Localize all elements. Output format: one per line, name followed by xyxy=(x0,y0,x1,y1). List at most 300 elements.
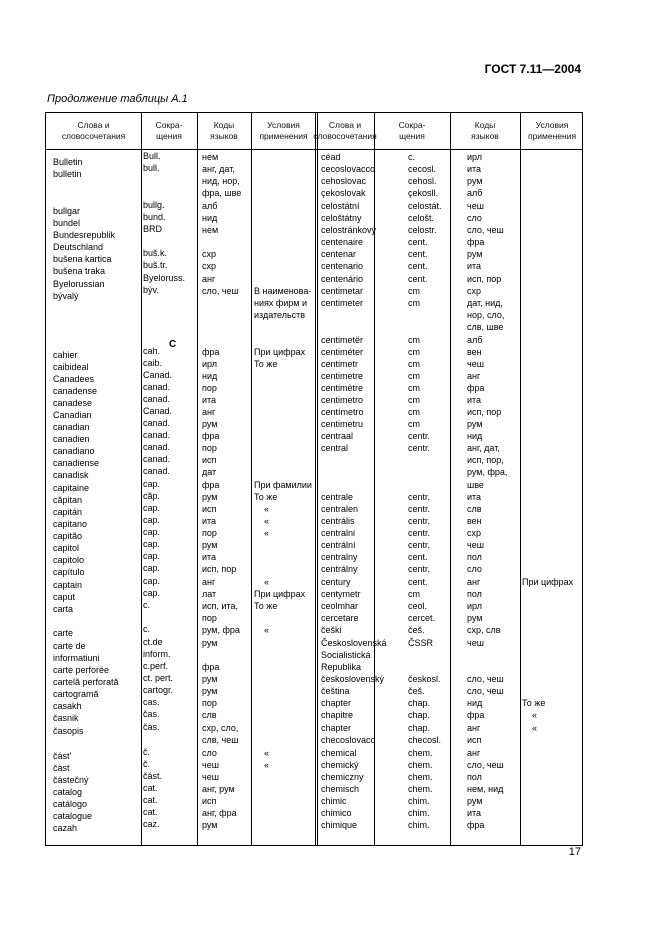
table-cell: cercet. xyxy=(408,613,436,623)
table-cell: исп, пор xyxy=(202,564,237,574)
table-cell: исп xyxy=(202,455,217,465)
table-cell: алб xyxy=(467,188,483,198)
table-cell: вен xyxy=(467,347,482,357)
table-cell: č. xyxy=(143,747,151,757)
table-cell: centr. xyxy=(408,431,431,441)
table-cell: Byeloruss. xyxy=(143,273,186,283)
table-cell: centenario xyxy=(321,261,364,271)
table-cell: чеш xyxy=(467,540,484,550)
table-cell: исп xyxy=(202,504,217,514)
table-cell: canadiense xyxy=(53,458,100,468)
table-cell: centimetro xyxy=(321,395,364,405)
table-cell: пор xyxy=(202,613,217,623)
table-cell: То же xyxy=(254,359,278,369)
table-header-row xyxy=(46,113,582,150)
page-number: 17 xyxy=(568,846,581,858)
table-cell: анг, рум xyxy=(202,784,235,794)
table-cell: capitaine xyxy=(53,483,90,493)
table-cell: chap. xyxy=(408,698,431,708)
table-cell: cahier xyxy=(53,350,78,360)
table-cell: century xyxy=(321,577,351,587)
table-cell: centiméter xyxy=(321,347,364,357)
table-cell: čeština xyxy=(321,686,350,696)
table-cell: cent. xyxy=(408,274,428,284)
table-cell: cap. xyxy=(143,576,161,586)
table-cell: пор xyxy=(202,528,217,538)
table-cell: çekoslovak xyxy=(321,188,366,198)
table-cell: cent. xyxy=(408,577,428,587)
table-cell: informatiuni xyxy=(53,653,100,663)
table-cell: centrális xyxy=(321,516,355,526)
table-cell: Československá xyxy=(321,638,387,648)
table-cell: buš.k. xyxy=(143,248,168,258)
table-cell: celostát. xyxy=(408,201,442,211)
table-cell: чеш xyxy=(202,772,219,782)
table-cell: chapter xyxy=(321,723,352,733)
table-caption: Продолжение таблицы А.1 xyxy=(47,93,188,105)
table-cell: celošt. xyxy=(408,213,435,223)
table-cell: рум xyxy=(202,820,218,830)
table-cell: алб xyxy=(202,201,218,211)
table-cell: cent. xyxy=(408,237,428,247)
table-cell: исп, пор, xyxy=(467,455,504,465)
column-header: Сокра- щения xyxy=(398,120,426,141)
table-cell: cap. xyxy=(143,563,161,573)
table-cell: centr. xyxy=(408,516,431,526)
table-cell: Byelorussian xyxy=(53,279,105,289)
table-cell: céad xyxy=(321,152,341,162)
table-cell: caib. xyxy=(143,358,163,368)
table-cell: čàst xyxy=(53,763,70,773)
table-cell: centrale xyxy=(321,492,354,502)
table-cell: анг, фра xyxy=(202,808,237,818)
table-cell: слв xyxy=(202,710,217,720)
table-cell: canad. xyxy=(143,394,171,404)
table-cell: canadisk xyxy=(53,470,89,480)
table-cell: chemický xyxy=(321,760,359,770)
table-cell: inform. xyxy=(143,649,171,659)
table-cell: chimique xyxy=(321,820,358,830)
table-cell: « xyxy=(532,710,538,720)
table-cell: bývalý xyxy=(53,291,79,301)
table-cell: bundel xyxy=(53,218,81,228)
table-cell: captain xyxy=(53,580,83,590)
table-cell: cm xyxy=(408,371,420,381)
table-cell: ct. pert. xyxy=(143,673,174,683)
table-cell: centrálny xyxy=(321,564,358,574)
table-cell: нид, нор, xyxy=(202,176,240,186)
table-cell: издательств xyxy=(254,310,306,320)
column-header: Условия применения xyxy=(259,120,308,141)
table-cell: ceol. xyxy=(408,601,428,611)
table-cell: capitano xyxy=(53,519,88,529)
table-cell: чеш xyxy=(202,760,219,770)
table-cell: анг, дат, xyxy=(202,164,235,174)
table-cell: нид xyxy=(467,431,483,441)
table-cell: cehosl. xyxy=(408,176,437,186)
table-cell: cm xyxy=(408,347,420,357)
table-cell: cazah xyxy=(53,823,78,833)
table-cell: сло xyxy=(467,213,482,223)
table-cell: фра xyxy=(467,820,485,830)
table-cell: сло, чеш xyxy=(467,674,504,684)
table-cell: Socialistická xyxy=(321,650,371,660)
table-cell: c. xyxy=(408,152,416,162)
column-header: Слова и словосочетания xyxy=(313,120,377,141)
table-cell: catálogo xyxy=(53,799,88,809)
table-cell: дат, нид, xyxy=(467,298,503,308)
table-cell: cap. xyxy=(143,479,161,489)
table-cell: canad. xyxy=(143,454,171,464)
table-cell: cartogramă xyxy=(53,689,99,699)
table-cell: cartelă perforată xyxy=(53,677,119,687)
table-cell: cehoslovac xyxy=(321,176,367,186)
table-cell: chimic xyxy=(321,796,347,806)
table-cell: checosl. xyxy=(408,735,442,745)
table-cell: cap. xyxy=(143,539,161,549)
table-cell: čas. xyxy=(143,722,160,732)
table-cell: canadense xyxy=(53,386,98,396)
table-cell: cap. xyxy=(143,588,161,598)
table-cell: Canad. xyxy=(143,406,173,416)
table-cell: При цифрах xyxy=(254,347,306,357)
table-cell: Deutschland xyxy=(53,242,104,252)
table-cell: canadian xyxy=(53,422,90,432)
table-cell: centimetre xyxy=(321,371,364,381)
table-cell: анг xyxy=(202,274,216,284)
table-cell: celoštátny xyxy=(321,213,362,223)
table-cell: Canad. xyxy=(143,370,173,380)
table-cell: centenaire xyxy=(321,237,364,247)
table-cell: схр xyxy=(467,528,482,538)
table-cell: cm xyxy=(408,419,420,429)
table-cell: рум xyxy=(202,674,218,684)
table-cell: centraal xyxy=(321,431,354,441)
table-cell: ита xyxy=(202,395,217,405)
table-cell: chem. xyxy=(408,748,433,758)
table-cell: čas. xyxy=(143,709,160,719)
column-divider xyxy=(450,113,451,845)
table-cell: canad. xyxy=(143,430,171,440)
table-cell: ита xyxy=(202,516,217,526)
table-cell: слв xyxy=(467,504,482,514)
table-cell: cap. xyxy=(143,503,161,513)
table-cell: « xyxy=(532,723,538,733)
table-cell: рум xyxy=(467,249,483,259)
table-cell: рум xyxy=(202,492,218,502)
table-cell: býv. xyxy=(143,285,159,295)
table-cell: Republika xyxy=(321,662,362,672)
table-cell: carta xyxy=(53,604,74,614)
table-cell: cm xyxy=(408,395,420,405)
column-divider xyxy=(315,113,318,845)
table-cell: анг xyxy=(467,748,481,758)
table-cell: capítulo xyxy=(53,567,85,577)
table-cell: bulletin xyxy=(53,169,82,179)
table-cell: canad. xyxy=(143,382,171,392)
table-cell: При цифрах xyxy=(522,577,574,587)
table-cell: carte de xyxy=(53,641,86,651)
table-cell: časopis xyxy=(53,726,84,736)
table-cell: нор, сло, xyxy=(467,310,505,320)
table-cell: исп, ита, xyxy=(202,601,238,611)
table-cell: сло, чеш xyxy=(467,760,504,770)
table-cell: лат xyxy=(202,589,217,599)
table-cell: анг, дат, xyxy=(467,443,500,453)
column-divider xyxy=(197,113,198,845)
table-cell: částečný xyxy=(53,775,89,785)
table-cell: пол xyxy=(467,552,482,562)
table-cell: centr. xyxy=(408,528,431,538)
table-cell: chemisch xyxy=(321,784,360,794)
table-cell: слв, чеш xyxy=(202,735,239,745)
table-cell: « xyxy=(264,504,270,514)
table-cell: исп xyxy=(202,796,217,806)
table-cell: çekosll. xyxy=(408,188,439,198)
table-cell: caibideal xyxy=(53,362,89,372)
table-cell: cecoslovacco xyxy=(321,164,376,174)
table-cell: capitol xyxy=(53,543,80,553)
table-cell: centimetër xyxy=(321,335,364,345)
table-cell: catalog xyxy=(53,787,83,797)
table-cell: ита xyxy=(202,552,217,562)
table-cell: То же xyxy=(254,601,278,611)
table-cell: дат xyxy=(202,467,217,477)
table-cell: centímetro xyxy=(321,407,364,417)
table-cell: нем xyxy=(202,225,219,235)
table-cell: catalogue xyxy=(53,811,93,821)
table-cell: češki xyxy=(321,625,342,635)
table-cell: рум, фра xyxy=(202,625,240,635)
table-cell: centimeter xyxy=(321,298,364,308)
table-cell: пор xyxy=(202,698,217,708)
table-cell: cap. xyxy=(143,527,161,537)
table-cell: нид xyxy=(467,698,483,708)
table-cell: ceolmhar xyxy=(321,601,359,611)
table-cell: ита xyxy=(467,395,482,405)
table-cell: cm xyxy=(408,286,420,296)
table-cell: « xyxy=(264,528,270,538)
table-cell: c. xyxy=(143,624,151,634)
table-cell: нем, нид xyxy=(467,784,504,794)
table-cell: centralny xyxy=(321,552,358,562)
table-cell: рум xyxy=(202,540,218,550)
table-cell: chimico xyxy=(321,808,352,818)
table-cell: шве xyxy=(467,480,484,490)
table-cell: исп, пор xyxy=(467,274,502,284)
table-cell: českosl. xyxy=(408,674,441,684)
table-cell: нем xyxy=(202,152,219,162)
table-cell: фра xyxy=(202,480,220,490)
table-cell: Bundesrepublik xyxy=(53,230,116,240)
table-cell: схр xyxy=(202,261,217,271)
table-cell: cap. xyxy=(143,515,161,525)
table-cell: рум xyxy=(202,419,218,429)
table-cell: фра xyxy=(467,710,485,720)
table-cell: centymetr xyxy=(321,589,361,599)
table-cell: chapitre xyxy=(321,710,354,720)
table-cell: chim. xyxy=(408,808,430,818)
table-cell: buš.tr. xyxy=(143,260,168,270)
table-cell: chem. xyxy=(408,784,433,794)
table-cell: рум, фра, xyxy=(467,467,508,477)
table-cell: canad. xyxy=(143,466,171,476)
table-cell: BRD xyxy=(143,224,163,234)
table-cell: canad. xyxy=(143,418,171,428)
table-cell: capitolo xyxy=(53,555,85,565)
table-cell: При фамилии xyxy=(254,480,312,490)
table-cell: ниях фирм и xyxy=(254,298,308,308)
table-cell: chemical xyxy=(321,748,357,758)
table-cell: ирл xyxy=(467,601,482,611)
table-cell: То же xyxy=(254,492,278,502)
standard-number: ГОСТ 7.11—2004 xyxy=(484,62,581,76)
table-cell: checoslovaco xyxy=(321,735,376,745)
table-cell: bullgar xyxy=(53,206,81,216)
table-cell: ct.de xyxy=(143,637,163,647)
table-cell: фра xyxy=(202,431,220,441)
table-cell: căp. xyxy=(143,491,161,501)
table-cell: cat. xyxy=(143,783,158,793)
table-cell: centenar xyxy=(321,249,357,259)
table-cell: bull. xyxy=(143,163,160,173)
table-cell: рум xyxy=(467,419,483,429)
table-cell: casakh xyxy=(53,701,82,711)
table-cell: češ. xyxy=(408,625,425,635)
table-cell: bund. xyxy=(143,212,166,222)
table-cell: celostr. xyxy=(408,225,437,235)
table-cell: c. xyxy=(143,600,151,610)
table-cell: сло xyxy=(467,564,482,574)
table-cell: схр, слв xyxy=(467,625,501,635)
table-cell: cah. xyxy=(143,346,161,356)
table-cell: рум xyxy=(202,638,218,648)
table-cell: ČSSR xyxy=(408,638,434,648)
column-header: Сокра- щения xyxy=(155,120,183,141)
table-cell: bušena traka xyxy=(53,266,106,276)
table-cell: cm xyxy=(408,335,420,345)
table-cell: centr. xyxy=(408,492,431,502)
table-cell: чеш xyxy=(467,638,484,648)
table-cell: нид xyxy=(202,213,218,223)
table-cell: ита xyxy=(467,164,482,174)
table-cell: рум xyxy=(202,686,218,696)
table-cell: Bull. xyxy=(143,151,161,161)
table-cell: схр xyxy=(467,286,482,296)
table-cell: československý xyxy=(321,674,385,684)
table-cell: cm xyxy=(408,383,420,393)
table-cell: сло, чеш xyxy=(467,686,504,696)
table-cell: centr. xyxy=(408,443,431,453)
table-cell: рум xyxy=(467,796,483,806)
table-cell: cent. xyxy=(408,261,428,271)
table-cell: То же xyxy=(522,698,546,708)
table-cell: chim. xyxy=(408,820,430,830)
table-cell: анг xyxy=(467,577,481,587)
table-cell: centimetr xyxy=(321,359,359,369)
table-cell: bušena kartica xyxy=(53,254,112,264)
table-cell: căpitan xyxy=(53,495,83,505)
column-divider xyxy=(141,113,142,845)
table-cell: capitão xyxy=(53,531,83,541)
table-cell: фра xyxy=(202,347,220,357)
table-cell: carte perforée xyxy=(53,665,110,675)
table-cell: canad. xyxy=(143,442,171,452)
table-cell: cm xyxy=(408,298,420,308)
table-cell: chem. xyxy=(408,760,433,770)
table-cell: bullg. xyxy=(143,200,165,210)
column-header: Слова и словосочетания xyxy=(61,120,126,141)
table-cell: нид xyxy=(202,371,218,381)
table-cell: centimetru xyxy=(321,419,364,429)
column-divider xyxy=(520,113,521,845)
table-cell: пор xyxy=(202,443,217,453)
table-cell: central xyxy=(321,443,349,453)
table-cell: cap. xyxy=(143,551,161,561)
table-cell: исп xyxy=(467,735,482,745)
table-cell: celostránkový xyxy=(321,225,377,235)
table-cell: слв, шве xyxy=(467,322,504,332)
table-cell: фра xyxy=(202,662,220,672)
section-letter: С xyxy=(169,339,177,350)
table-cell: « xyxy=(264,760,270,770)
table-cell: cecosl. xyxy=(408,164,437,174)
table-cell: chap. xyxy=(408,723,431,733)
table-cell: chem. xyxy=(408,772,433,782)
table-cell: алб xyxy=(467,335,483,345)
table-cell: cas. xyxy=(143,697,160,707)
table-cell: фра xyxy=(467,237,485,247)
table-cell: При цифрах xyxy=(254,589,306,599)
table-cell: carte xyxy=(53,628,74,638)
table-cell: анг xyxy=(202,407,216,417)
table-cell: cat. xyxy=(143,807,158,817)
table-cell: časnik xyxy=(53,713,79,723)
table-cell: centr. xyxy=(408,564,431,574)
table-cell: В наименова- xyxy=(254,286,312,296)
table-cell: caput xyxy=(53,592,76,602)
table-cell: схр, сло, xyxy=(202,723,239,733)
table-cell: схр xyxy=(202,249,217,259)
table-cell: cm xyxy=(408,359,420,369)
table-cell: centenário xyxy=(321,274,364,284)
column-header: Коды языков xyxy=(210,120,238,141)
table-cell: анг xyxy=(467,723,481,733)
table-cell: chapter xyxy=(321,698,352,708)
table-cell: Canadees xyxy=(53,374,95,384)
table-cell: ирл xyxy=(202,359,217,369)
table-cell: cat. xyxy=(143,795,158,805)
table-cell: centr. xyxy=(408,540,431,550)
table-cell: cent. xyxy=(408,249,428,259)
table-cell: cercetare xyxy=(321,613,359,623)
table-cell: část. xyxy=(143,771,163,781)
table-cell: ита xyxy=(467,261,482,271)
table-cell: chemiczny xyxy=(321,772,364,782)
table-cell: cent. xyxy=(408,552,428,562)
table-cell: č. xyxy=(143,759,151,769)
table-cell: вен xyxy=(467,516,482,526)
table-cell: Bulletin xyxy=(53,157,83,167)
table-cell: сло, чеш xyxy=(202,286,239,296)
table-cell: « xyxy=(264,577,270,587)
table-cell: češ. xyxy=(408,686,425,696)
table-cell: рум xyxy=(467,176,483,186)
table-cell: canadien xyxy=(53,434,90,444)
table-cell: рум xyxy=(467,613,483,623)
table-cell: cm xyxy=(408,589,420,599)
table-cell: cartogr. xyxy=(143,685,174,695)
